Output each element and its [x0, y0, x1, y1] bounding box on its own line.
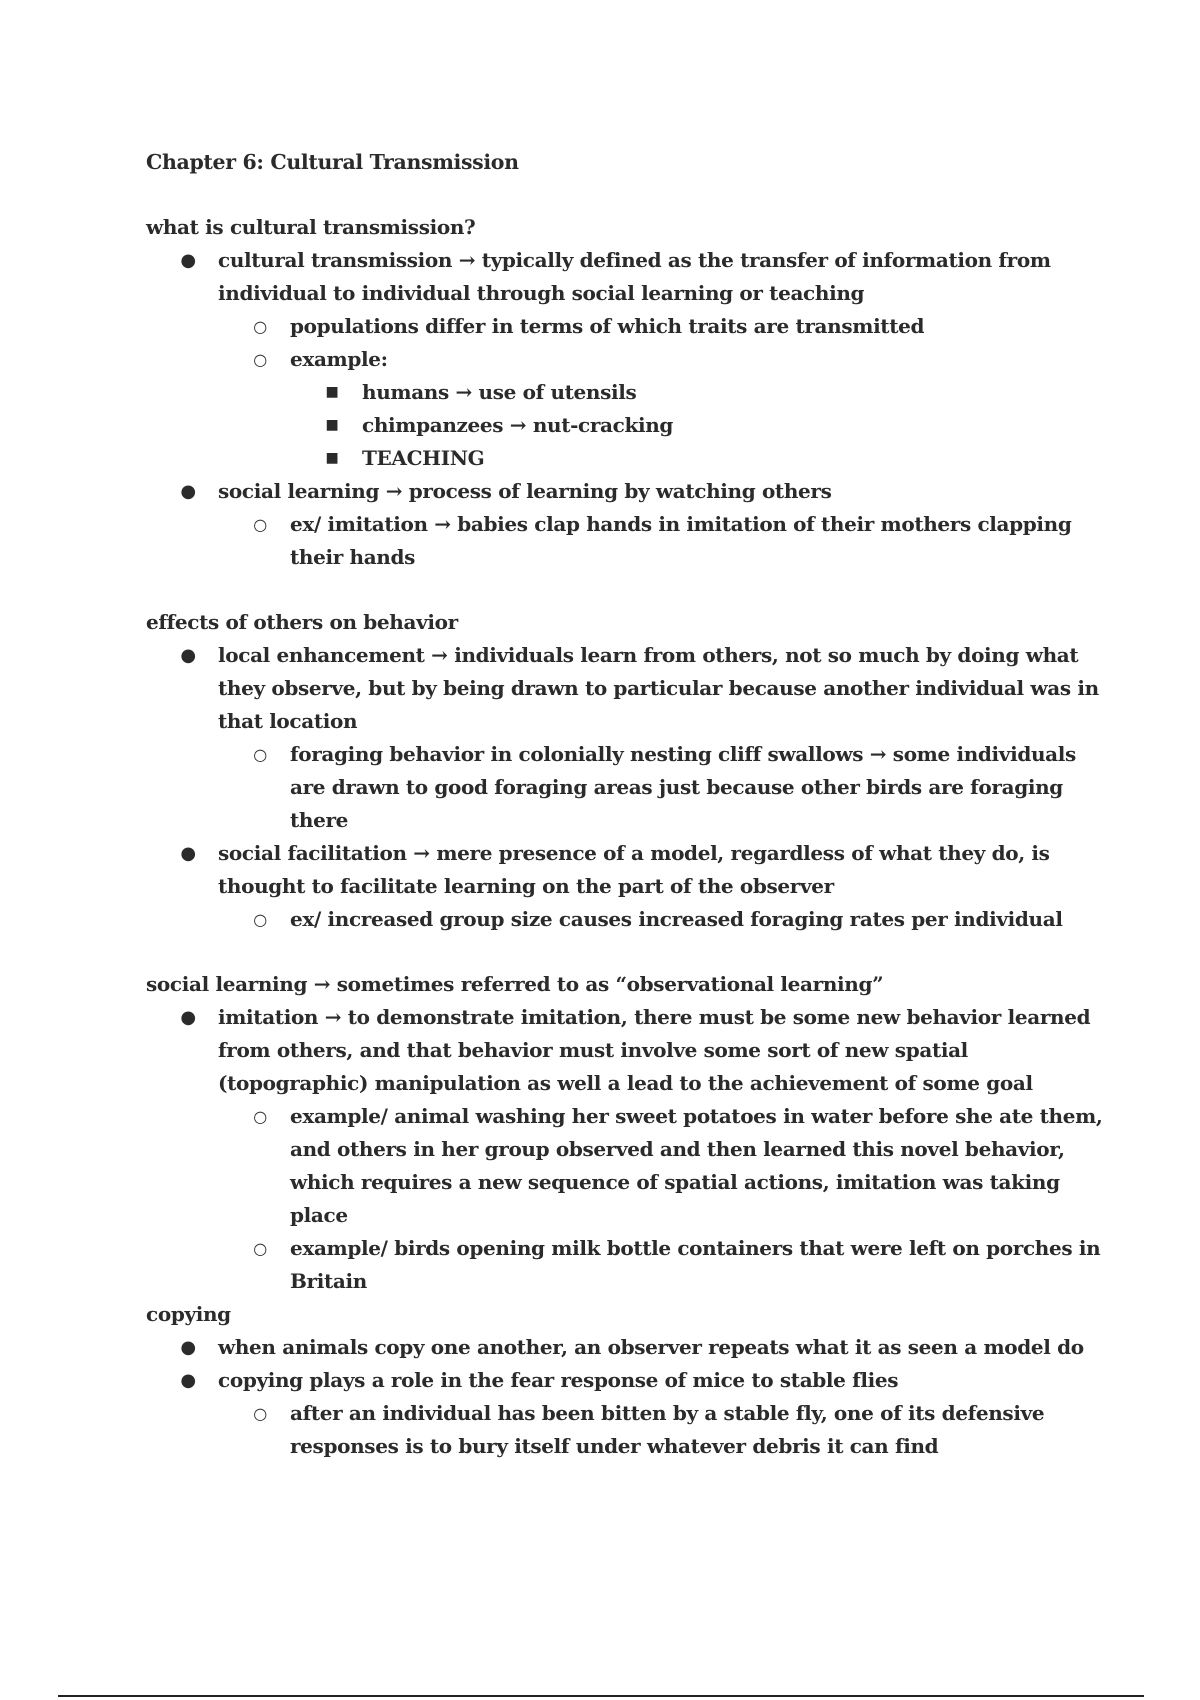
list-item — [146, 1331, 1106, 1364]
page-title: Chapter 6: Cultural Transmission — [146, 150, 519, 174]
list-item — [146, 244, 1106, 475]
sub-list — [218, 1100, 1106, 1298]
list-item — [290, 409, 1106, 442]
list-item — [146, 837, 1106, 936]
section-cultural-transmission — [146, 211, 1106, 574]
list-item — [218, 1397, 1106, 1463]
list-item-text: social learning → process of learning by watching others — [218, 479, 832, 503]
list-item — [218, 738, 1106, 837]
bullet-list — [146, 1331, 1106, 1463]
list-item — [218, 508, 1106, 574]
bullet-list — [146, 639, 1106, 936]
sub-list — [218, 1397, 1106, 1463]
bullet-square-icon: ■ — [325, 417, 339, 433]
list-item — [218, 1100, 1106, 1232]
list-item — [146, 639, 1106, 837]
list-item-text: chimpanzees → nut-cracking — [362, 413, 674, 437]
list-item-text: when animals copy one another, an observer repeats what it as seen a model do — [218, 1335, 1084, 1359]
list-item — [218, 343, 1106, 475]
bullet-circle-icon: ○ — [253, 1404, 267, 1423]
section-heading: copying — [146, 1302, 231, 1326]
list-item-text: social facilitation → mere presence of a model, regardless of what they do, is thought to facilitate learning on the part of the observer — [218, 841, 1050, 898]
list-item-text: ex/ increased group size causes increased foraging rates per individual — [290, 907, 1063, 931]
list-item-text: ex/ imitation → babies clap hands in imitation of their mothers clapping their hands — [290, 512, 1072, 569]
bullet-list — [146, 1001, 1106, 1298]
bullet-disc-icon: ● — [180, 645, 196, 666]
bullet-circle-icon: ○ — [253, 745, 267, 764]
list-item-text: cultural transmission → typically defined as the transfer of information from individual to individual through social learning or teaching — [218, 248, 1051, 305]
list-item-text: example/ animal washing her sweet potatoes in water before she ate them, and others in her group observed and then learned this novel behavior, which requires a new sequence of spatial actions, imitation was taking place — [290, 1104, 1103, 1227]
bullet-square-icon: ■ — [325, 384, 339, 400]
list-item — [146, 1001, 1106, 1298]
list-item-text: foraging behavior in colonially nesting cliff swallows → some individuals are drawn to good foraging areas just because other birds are foraging there — [290, 742, 1076, 832]
bullet-disc-icon: ● — [180, 481, 196, 502]
bullet-circle-icon: ○ — [253, 910, 267, 929]
list-item-text: example: — [290, 347, 388, 371]
sub-list — [218, 310, 1106, 475]
section-social-learning — [146, 968, 1106, 1298]
list-item-text: after an individual has been bitten by a stable fly, one of its defensive responses is to bury itself under whatever debris it can find — [290, 1401, 1045, 1458]
sub-list — [218, 903, 1106, 936]
list-item — [218, 903, 1106, 936]
list-item — [218, 1232, 1106, 1298]
section-heading: social learning → sometimes referred to as “observational learning” — [146, 972, 884, 996]
list-item — [290, 376, 1106, 409]
sub-list — [218, 738, 1106, 837]
list-item-text: imitation → to demonstrate imitation, there must be some new behavior learned from others, and that behavior must involve some sort of new spatial (topographic) manipulation as well a lead to the achievement of some goal — [218, 1005, 1091, 1095]
bullet-circle-icon: ○ — [253, 350, 267, 369]
list-item-text: local enhancement → individuals learn from others, not so much by doing what they observe, but by being drawn to particular because another individual was in that location — [218, 643, 1099, 733]
section-copying — [146, 1298, 1106, 1463]
list-item — [146, 475, 1106, 574]
bullet-circle-icon: ○ — [253, 515, 267, 534]
list-item-text: populations differ in terms of which traits are transmitted — [290, 314, 925, 338]
section-heading: effects of others on behavior — [146, 610, 458, 634]
bullet-circle-icon: ○ — [253, 1107, 267, 1126]
list-item-text: example/ birds opening milk bottle containers that were left on porches in Britain — [290, 1236, 1101, 1293]
list-item-text: copying plays a role in the fear response of mice to stable flies — [218, 1368, 899, 1392]
bullet-disc-icon: ● — [180, 1337, 196, 1358]
bullet-circle-icon: ○ — [253, 1239, 267, 1258]
list-item — [290, 442, 1106, 475]
list-item-text: TEACHING — [362, 446, 485, 470]
list-item — [218, 310, 1106, 343]
bullet-disc-icon: ● — [180, 1370, 196, 1391]
section-effects-of-others — [146, 606, 1106, 936]
sub-sub-list — [290, 376, 1106, 475]
page-bottom-rule — [58, 1695, 1144, 1697]
bullet-list — [146, 244, 1106, 574]
bullet-disc-icon: ● — [180, 843, 196, 864]
list-item-text: humans → use of utensils — [362, 380, 637, 404]
section-heading: what is cultural transmission? — [146, 215, 476, 239]
list-item — [146, 1364, 1106, 1463]
bullet-square-icon: ■ — [325, 450, 339, 466]
sub-list — [218, 508, 1106, 574]
bullet-circle-icon: ○ — [253, 317, 267, 336]
document-page — [146, 146, 1106, 1463]
bullet-disc-icon: ● — [180, 250, 196, 271]
bullet-disc-icon: ● — [180, 1007, 196, 1028]
